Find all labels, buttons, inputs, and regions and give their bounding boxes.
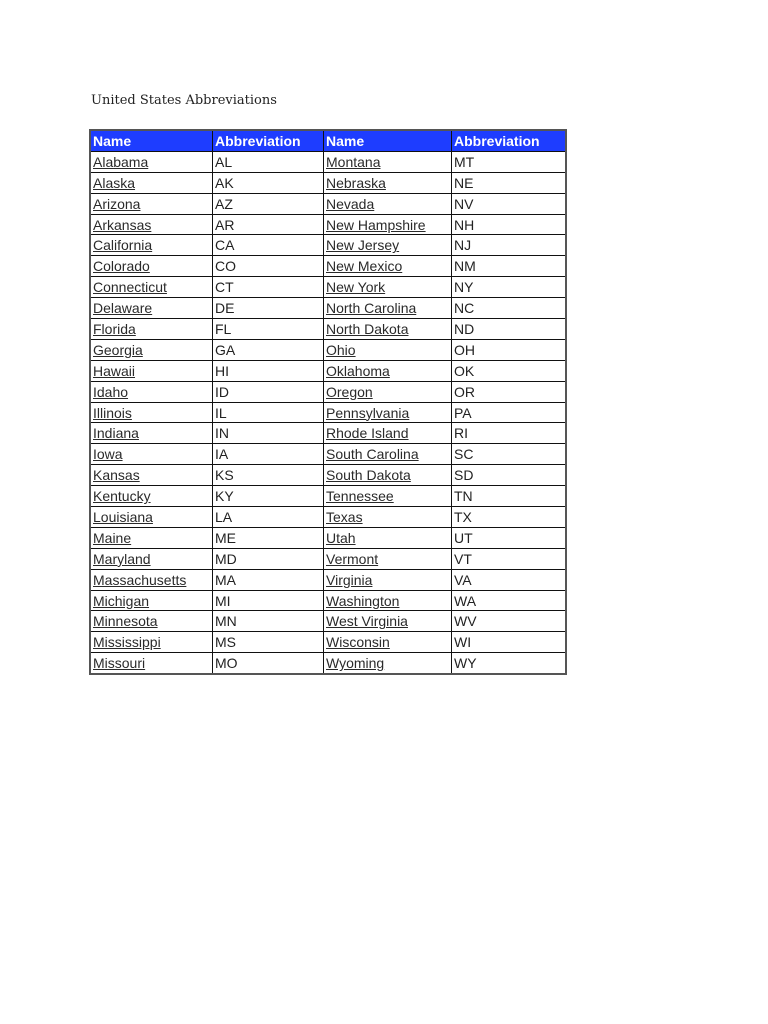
- state-link[interactable]: Michigan: [93, 592, 150, 609]
- state-link[interactable]: Kansas: [93, 467, 140, 484]
- state-abbreviation-right: OK: [452, 360, 567, 381]
- state-abbreviation-left: MN: [213, 611, 324, 632]
- state-name-cell-left: [90, 590, 213, 611]
- state-name-cell-right: [324, 527, 452, 548]
- state-abbreviation-left: IN: [213, 423, 324, 444]
- column-header-name-right: Name: [324, 130, 452, 151]
- state-link[interactable]: Nebraska: [326, 174, 386, 191]
- state-name-cell-right: [324, 548, 452, 569]
- table-row: [90, 548, 566, 569]
- state-abbreviation-right: NC: [452, 298, 567, 319]
- state-name-cell-right: [324, 444, 452, 465]
- state-abbreviation-right: SD: [452, 465, 567, 486]
- table-row: [90, 402, 566, 423]
- table-body: [90, 151, 566, 674]
- table-row: [90, 277, 566, 298]
- state-abbreviation-right: VA: [452, 569, 567, 590]
- state-link[interactable]: Illinois: [93, 404, 132, 421]
- state-name-cell-right: [324, 632, 452, 653]
- page-title: United States Abbreviations: [91, 93, 277, 108]
- state-link[interactable]: Louisiana: [93, 508, 153, 525]
- state-link[interactable]: Delaware: [93, 300, 153, 317]
- state-link[interactable]: Alaska: [93, 174, 136, 191]
- state-link[interactable]: New Hampshire: [326, 216, 426, 233]
- state-name-cell-left: [90, 339, 213, 360]
- state-name-cell-left: [90, 632, 213, 653]
- state-name-cell-left: [90, 653, 213, 674]
- state-link[interactable]: New Mexico: [326, 258, 403, 275]
- state-link[interactable]: Montana: [326, 153, 381, 170]
- state-link[interactable]: Vermont: [326, 550, 379, 567]
- state-link[interactable]: Arizona: [93, 195, 141, 212]
- column-header-name-left: Name: [90, 130, 213, 151]
- state-name-cell-left: [90, 381, 213, 402]
- state-name-cell-left: [90, 569, 213, 590]
- state-link[interactable]: Oklahoma: [326, 362, 390, 379]
- state-name-cell-right: [324, 507, 452, 528]
- state-link[interactable]: New York: [326, 279, 386, 296]
- state-name-cell-right: [324, 653, 452, 674]
- state-name-cell-left: [90, 423, 213, 444]
- state-name-cell-left: [90, 465, 213, 486]
- state-name-cell-right: [324, 569, 452, 590]
- state-link[interactable]: Ohio: [326, 341, 356, 358]
- state-abbreviation-right: SC: [452, 444, 567, 465]
- table-row: [90, 360, 566, 381]
- state-link[interactable]: Texas: [326, 508, 363, 525]
- state-link[interactable]: West Virginia: [326, 613, 408, 630]
- state-name-cell-right: [324, 339, 452, 360]
- state-link[interactable]: Oregon: [326, 383, 373, 400]
- state-link[interactable]: Connecticut: [93, 279, 167, 296]
- state-name-cell-right: [324, 423, 452, 444]
- state-link[interactable]: New Jersey: [326, 237, 400, 254]
- state-abbreviation-left: ID: [213, 381, 324, 402]
- state-link[interactable]: Minnesota: [93, 613, 158, 630]
- state-abbreviation-right: PA: [452, 402, 567, 423]
- state-name-cell-right: [324, 151, 452, 172]
- state-name-cell-left: [90, 402, 213, 423]
- state-name-cell-right: [324, 214, 452, 235]
- state-abbreviation-right: OH: [452, 339, 567, 360]
- state-abbreviation-left: AK: [213, 172, 324, 193]
- state-link[interactable]: California: [93, 237, 153, 254]
- state-name-cell-left: [90, 527, 213, 548]
- state-name-cell-right: [324, 235, 452, 256]
- state-link[interactable]: Massachusetts: [93, 571, 187, 588]
- state-link[interactable]: Nevada: [326, 195, 375, 212]
- state-name-cell-right: [324, 611, 452, 632]
- state-name-cell-right: [324, 256, 452, 277]
- state-abbreviation-left: MA: [213, 569, 324, 590]
- state-abbreviation-right: OR: [452, 381, 567, 402]
- state-name-cell-left: [90, 360, 213, 381]
- state-name-cell-right: [324, 298, 452, 319]
- state-abbreviation-right: WI: [452, 632, 567, 653]
- state-abbreviation-left: KS: [213, 465, 324, 486]
- state-abbreviation-left: KY: [213, 486, 324, 507]
- state-link[interactable]: Alabama: [93, 153, 149, 170]
- state-abbreviation-left: MD: [213, 548, 324, 569]
- state-name-cell-left: [90, 611, 213, 632]
- header-row: [90, 130, 566, 151]
- state-link[interactable]: Washington: [326, 592, 400, 609]
- table-row: [90, 319, 566, 340]
- state-abbreviation-left: MO: [213, 653, 324, 674]
- column-header-abbreviation-right: Abbreviation: [452, 130, 567, 151]
- column-header-abbreviation-left: Abbreviation: [213, 130, 324, 151]
- state-link[interactable]: Maine: [93, 529, 132, 546]
- table-row: [90, 256, 566, 277]
- state-link[interactable]: Idaho: [93, 383, 129, 400]
- state-abbreviation-right: NJ: [452, 235, 567, 256]
- state-link[interactable]: Missouri: [93, 655, 146, 672]
- state-link[interactable]: Pennsylvania: [326, 404, 410, 421]
- state-abbreviation-right: MT: [452, 151, 567, 172]
- state-abbreviation-left: FL: [213, 319, 324, 340]
- state-abbreviation-right: NY: [452, 277, 567, 298]
- table-row: [90, 527, 566, 548]
- state-abbreviation-right: NV: [452, 193, 567, 214]
- state-link[interactable]: Utah: [326, 529, 356, 546]
- state-link[interactable]: Iowa: [93, 446, 123, 463]
- state-name-cell-left: [90, 486, 213, 507]
- state-abbreviation-right: RI: [452, 423, 567, 444]
- state-abbreviation-right: WV: [452, 611, 567, 632]
- state-link[interactable]: Mississippi: [93, 634, 161, 651]
- table-row: [90, 151, 566, 172]
- table-row: [90, 444, 566, 465]
- state-abbreviation-left: HI: [213, 360, 324, 381]
- state-name-cell-right: [324, 465, 452, 486]
- state-name-cell-left: [90, 298, 213, 319]
- state-name-cell-left: [90, 172, 213, 193]
- table-row: [90, 653, 566, 674]
- state-name-cell-right: [324, 360, 452, 381]
- table-row: [90, 423, 566, 444]
- state-link[interactable]: Indiana: [93, 425, 139, 442]
- table-row: [90, 632, 566, 653]
- state-abbreviation-right: WA: [452, 590, 567, 611]
- table-row: [90, 193, 566, 214]
- state-link[interactable]: Wisconsin: [326, 634, 390, 651]
- table-row: [90, 611, 566, 632]
- state-name-cell-right: [324, 319, 452, 340]
- state-name-cell-left: [90, 256, 213, 277]
- state-abbreviation-right: VT: [452, 548, 567, 569]
- table-row: [90, 339, 566, 360]
- state-abbreviation-left: CT: [213, 277, 324, 298]
- state-name-cell-left: [90, 319, 213, 340]
- state-name-cell-left: [90, 277, 213, 298]
- state-abbreviation-left: CO: [213, 256, 324, 277]
- state-link[interactable]: Rhode Island: [326, 425, 409, 442]
- state-abbreviation-right: TX: [452, 507, 567, 528]
- state-name-cell-left: [90, 193, 213, 214]
- table-row: [90, 172, 566, 193]
- state-link[interactable]: South Carolina: [326, 446, 419, 463]
- state-name-cell-left: [90, 235, 213, 256]
- state-abbreviation-left: DE: [213, 298, 324, 319]
- state-abbreviation-left: GA: [213, 339, 324, 360]
- state-name-cell-right: [324, 486, 452, 507]
- state-link[interactable]: Kentucky: [93, 488, 151, 505]
- state-link[interactable]: South Dakota: [326, 467, 411, 484]
- state-link[interactable]: North Dakota: [326, 320, 409, 337]
- state-abbreviation-left: IA: [213, 444, 324, 465]
- state-name-cell-right: [324, 193, 452, 214]
- state-link[interactable]: Florida: [93, 320, 136, 337]
- state-abbreviation-left: MS: [213, 632, 324, 653]
- table-row: [90, 569, 566, 590]
- state-abbreviation-left: AL: [213, 151, 324, 172]
- state-abbreviation-left: CA: [213, 235, 324, 256]
- state-name-cell-left: [90, 444, 213, 465]
- state-abbreviations-table: [89, 129, 567, 675]
- state-abbreviation-left: AZ: [213, 193, 324, 214]
- state-abbreviation-right: ND: [452, 319, 567, 340]
- state-abbreviation-left: IL: [213, 402, 324, 423]
- state-abbreviation-left: AR: [213, 214, 324, 235]
- state-abbreviation-right: NM: [452, 256, 567, 277]
- state-name-cell-right: [324, 172, 452, 193]
- state-abbreviation-right: UT: [452, 527, 567, 548]
- state-link[interactable]: Hawaii: [93, 362, 136, 379]
- state-name-cell-right: [324, 590, 452, 611]
- state-name-cell-right: [324, 402, 452, 423]
- state-name-cell-left: [90, 214, 213, 235]
- state-link[interactable]: Tennessee: [326, 488, 394, 505]
- state-name-cell-left: [90, 151, 213, 172]
- state-name-cell-right: [324, 381, 452, 402]
- state-link[interactable]: Virginia: [326, 571, 373, 588]
- state-link[interactable]: Maryland: [93, 550, 151, 567]
- state-abbreviation-left: ME: [213, 527, 324, 548]
- state-name-cell-right: [324, 277, 452, 298]
- table-header: [90, 130, 566, 151]
- state-abbreviation-right: WY: [452, 653, 567, 674]
- state-abbreviation-right: NE: [452, 172, 567, 193]
- table-row: [90, 214, 566, 235]
- table-row: [90, 486, 566, 507]
- state-link[interactable]: Georgia: [93, 341, 143, 358]
- state-link[interactable]: Wyoming: [326, 655, 385, 672]
- state-abbreviation-left: LA: [213, 507, 324, 528]
- state-link[interactable]: Arkansas: [93, 216, 152, 233]
- table-row: [90, 507, 566, 528]
- table-row: [90, 465, 566, 486]
- state-abbreviation-right: NH: [452, 214, 567, 235]
- table-row: [90, 590, 566, 611]
- state-link[interactable]: Colorado: [93, 258, 150, 275]
- state-link[interactable]: North Carolina: [326, 300, 417, 317]
- state-name-cell-left: [90, 548, 213, 569]
- state-abbreviation-right: TN: [452, 486, 567, 507]
- state-abbreviation-left: MI: [213, 590, 324, 611]
- table-row: [90, 235, 566, 256]
- table-row: [90, 381, 566, 402]
- table-row: [90, 298, 566, 319]
- state-name-cell-left: [90, 507, 213, 528]
